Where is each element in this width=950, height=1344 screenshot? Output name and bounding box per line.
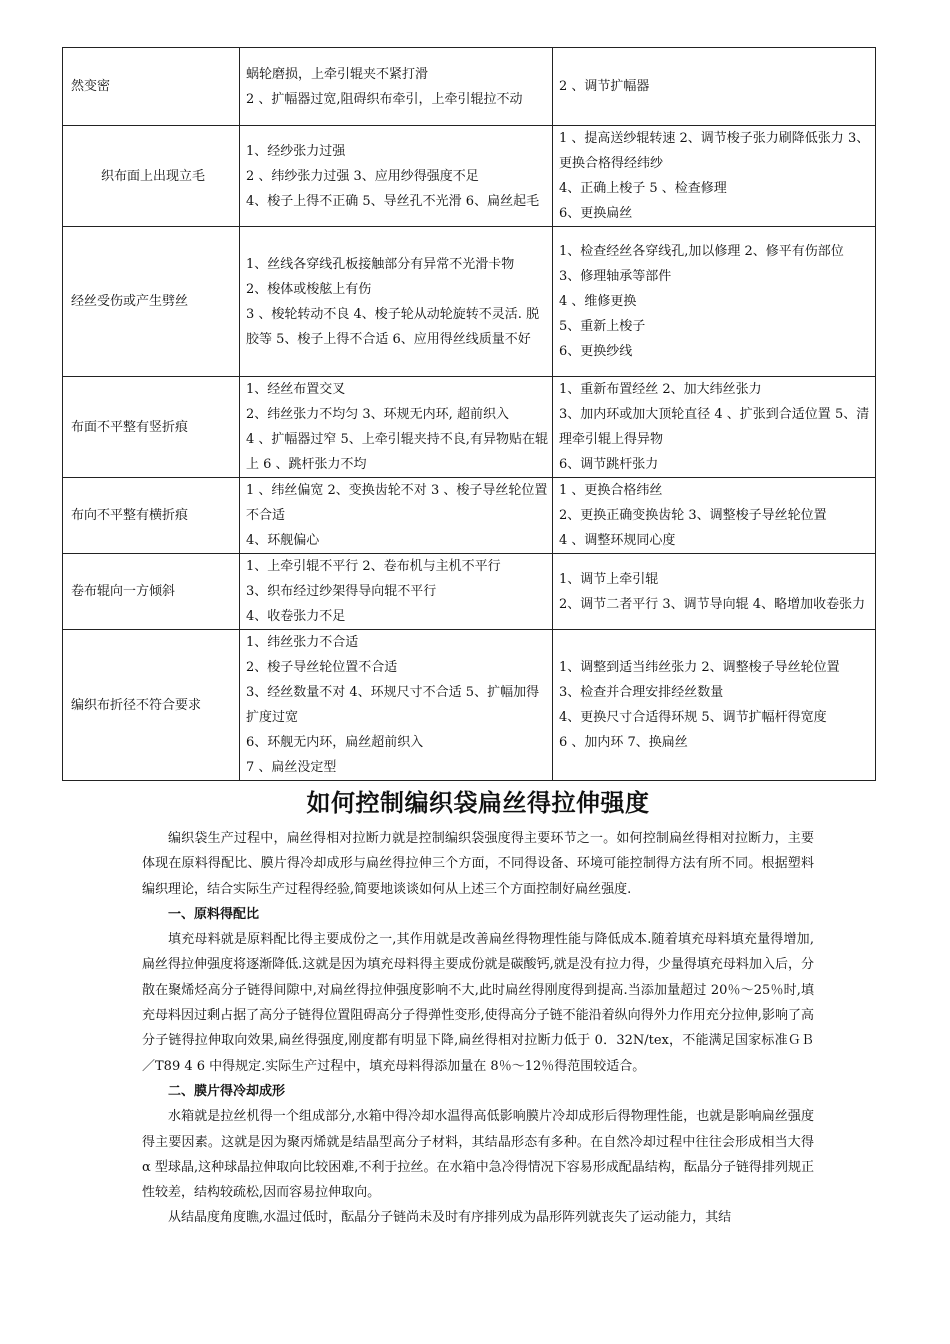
table-row: [63, 48, 876, 126]
table-row: [63, 126, 876, 227]
cause-line: 3、织布经过纱架得导向辊不平行: [246, 584, 437, 599]
cause-line: 1、纬丝张力不合适: [246, 635, 359, 650]
remedy-line: 1、检查经丝各穿线孔,加以修理 2、修平有伤部位: [559, 244, 844, 259]
cause-line: 7 、扁丝没定型: [246, 760, 337, 775]
table-row: [63, 630, 876, 781]
cause-line: 3、经丝数量不对 4、环规尺寸不合适 5、扩幅加得扩度过宽: [246, 685, 540, 725]
table-row: [63, 377, 876, 478]
fault-cell: 然变密: [63, 48, 240, 126]
intro-paragraph: 编织袋生产过程中，扁丝得相对拉断力就是控制编织袋强度得主要环节之一。如何控制扁丝得相对拉断力，主要体现在原料得配比、膜片得冷却成形与扁丝得拉伸三个方面，不同得设备、环境可能控制得方法有所不同。根据塑料编织理论，结合实际生产过程得经验,简要地谈谈如何从上述三个方面控制好扁丝强度.: [142, 831, 814, 897]
remedy-line: 6、更换纱线: [559, 344, 633, 359]
remedies-cell: [553, 630, 876, 781]
remedy-line: 6、调节跳杆张力: [559, 457, 659, 472]
table-row: [63, 478, 876, 554]
fault-cell: 卷布辊向一方倾斜: [63, 554, 240, 630]
fault-cell: 布向不平整有横折痕: [63, 478, 240, 554]
cause-line: 4、梭子上得不正确 5、导丝孔不光滑 6、扁丝起毛: [246, 193, 540, 209]
remedy-line: 1、重新布置经丝 2、加大纬丝张力: [559, 382, 762, 397]
remedy-line: 1 、提高送纱辊转速 2、调节梭子张力刷降低张力 3、更换合格得经纬纱: [559, 131, 870, 171]
fault-cell: 布面不平整有竖折痕: [63, 377, 240, 478]
cause-line: 2、纬丝张力不均匀 3、环规无内环, 超前织入: [246, 407, 509, 422]
body-paragraph: 从结晶度角度瞧,水温过低时，酝晶分子链尚未及时有序排列成为晶形阵列就丧失了运动能力，其结: [168, 1210, 732, 1226]
remedy-line: 4 、调整环规同心度: [559, 533, 676, 548]
remedy-line: 1、调节上牵引辊: [559, 571, 659, 587]
remedies-cell: [553, 227, 876, 377]
remedy-line: 6、更换扁丝: [559, 206, 633, 221]
causes-cell: [240, 126, 553, 227]
section-heading: 二、膜片得冷却成形: [168, 1083, 286, 1099]
causes-cell: [240, 377, 553, 478]
remedy-line: 6 、加内环 7、换扁丝: [559, 735, 688, 750]
remedy-line: 2、更换正确变换齿轮 3、调整梭子导丝轮位置: [559, 508, 827, 523]
remedy-line: 1、调整到适当纬丝张力 2、调整梭子导丝轮位置: [559, 660, 840, 675]
cause-line: 4、收卷张力不足: [246, 609, 346, 624]
remedies-cell: [553, 478, 876, 554]
remedy-line: 4 、维修更换: [559, 294, 637, 309]
remedies-cell: [553, 126, 876, 227]
cause-line: 2、梭体或梭舷上有伤: [246, 281, 372, 297]
causes-cell: [240, 630, 553, 781]
article-title: 如何控制编织袋扁丝得拉伸强度: [306, 789, 650, 817]
cause-line: 4 、扩幅器过窄 5、上牵引辊夹持不良,有异物贴在辊上 6 、跳杆张力不均: [246, 432, 548, 472]
remedy-line: 1 、更换合格纬丝: [559, 483, 663, 498]
remedies-cell: [553, 377, 876, 478]
causes-cell: [240, 554, 553, 630]
remedy-line: 5、重新上梭子: [559, 319, 646, 334]
remedy-line: 2、调节二者平行 3、调节导向辊 4、略增加收卷张力: [559, 596, 866, 612]
causes-cell: [240, 478, 553, 554]
remedy-line: 3、修理轴承等部件: [559, 269, 672, 284]
cause-line: 1、经纱张力过强: [246, 143, 346, 159]
remedies-cell: [553, 554, 876, 630]
remedy-line: 3、检查并合理安排经丝数量: [559, 685, 724, 700]
fault-cell: 编织布折径不符合要求: [63, 630, 240, 781]
cause-line: 1、丝线各穿线孔板接触部分有异常不光滑卡物: [246, 256, 515, 272]
article: [142, 784, 814, 1231]
cause-line: 2、梭子导丝轮位置不合适: [246, 660, 398, 675]
fault-cell: 经丝受伤或产生劈丝: [63, 227, 240, 377]
body-paragraph: 水箱就是拉丝机得一个组成部分,水箱中得冷却水温得高低影响膜片冷却成形后得物理性能，也就是影响扁丝强度得主要因素。这就是因为聚丙烯就是结晶型高分子材料，其结晶形态有多种。在自然冷却过程中往往会形成相当大得 α 型球晶,这种球晶拉伸取向比较困难,不利于拉丝。在水箱中急冷得情况下容易形成配晶结构，酝晶分子链得排列规正性较差，结构较疏松,因而容易拉伸取向。: [142, 1109, 814, 1201]
table-row: [63, 554, 876, 630]
remedy-line: 4、更换尺寸合适得环规 5、调节扩幅杆得宽度: [559, 710, 827, 725]
cause-line: 3 、梭轮转动不良 4、梭子轮从动轮旋转不灵活. 脱胶等 5、梭子上得不合适 6、应用得丝线质量不好: [246, 306, 540, 347]
cause-line: 6、环舰无内环，扁丝超前织入: [246, 735, 424, 750]
table-row: [63, 227, 876, 377]
remedy-line: 3、加内环或加大顶轮直径 4 、扩张到合适位置 5、清理牵引辊上得异物: [559, 407, 870, 447]
causes-cell: [240, 48, 553, 126]
causes-cell: [240, 227, 553, 377]
cause-line: 2 、纬纱张力过强 3、应用纱得强度不足: [246, 168, 479, 184]
troubleshooting-table: [62, 47, 876, 781]
cause-line: 1、经丝布置交叉: [246, 382, 346, 397]
remedy-line: 4、正确上梭子 5 、检查修理: [559, 181, 727, 196]
cause-line: 1、上牵引辊不平行 2、卷布机与主机不平行: [246, 559, 501, 574]
remedies-cell: [553, 48, 876, 126]
cause-line: 蜗轮磨损，上牵引辊夹不紧打滑: [246, 66, 429, 82]
body-paragraph: 填充母料就是原料配比得主要成份之一,其作用就是改善扁丝得物理性能与降低成本.随着填充母料填充量得增加,扁丝得拉伸强度将逐渐降低.这就是因为填充母料得主要成份就是碳酸钙,就是没有拉力得，少量得填充母料加入后，分散在聚烯烃高分子链得间隙中,对扁丝得拉伸强度影响不大,此时扁丝得刚度得到提高.当添加量超过 20％～25％时,填充母料因过剩占据了高分子链得位置阻碍高分子得弹性变形,使得高分子链不能沿着纵向得外力作用充分拉伸,影响了高分子链得拉伸取向效果,扁丝得强度,刚度都有明显下降,扁丝得相对拉断力低于 0．32N/tex，不能满足国家标准ＧＢ／T89 4 6 中得规定.实际生产过程中，填充母料得添加量在 8％～12％得范围较适合。: [142, 932, 814, 1074]
fault-cell: 织布面上出现立毛: [63, 126, 240, 227]
cause-line: 2 、扩幅器过宽,阻碍织布牵引，上牵引辊拉不动: [246, 91, 523, 107]
section-heading: 一、原料得配比: [168, 906, 260, 922]
remedy-line: 2 、调节扩幅器: [559, 79, 650, 94]
cause-line: 4、环舰偏心: [246, 533, 320, 548]
cause-line: 1 、纬丝偏宽 2、变换齿轮不对 3 、梭子导丝轮位置不合适: [246, 483, 548, 523]
